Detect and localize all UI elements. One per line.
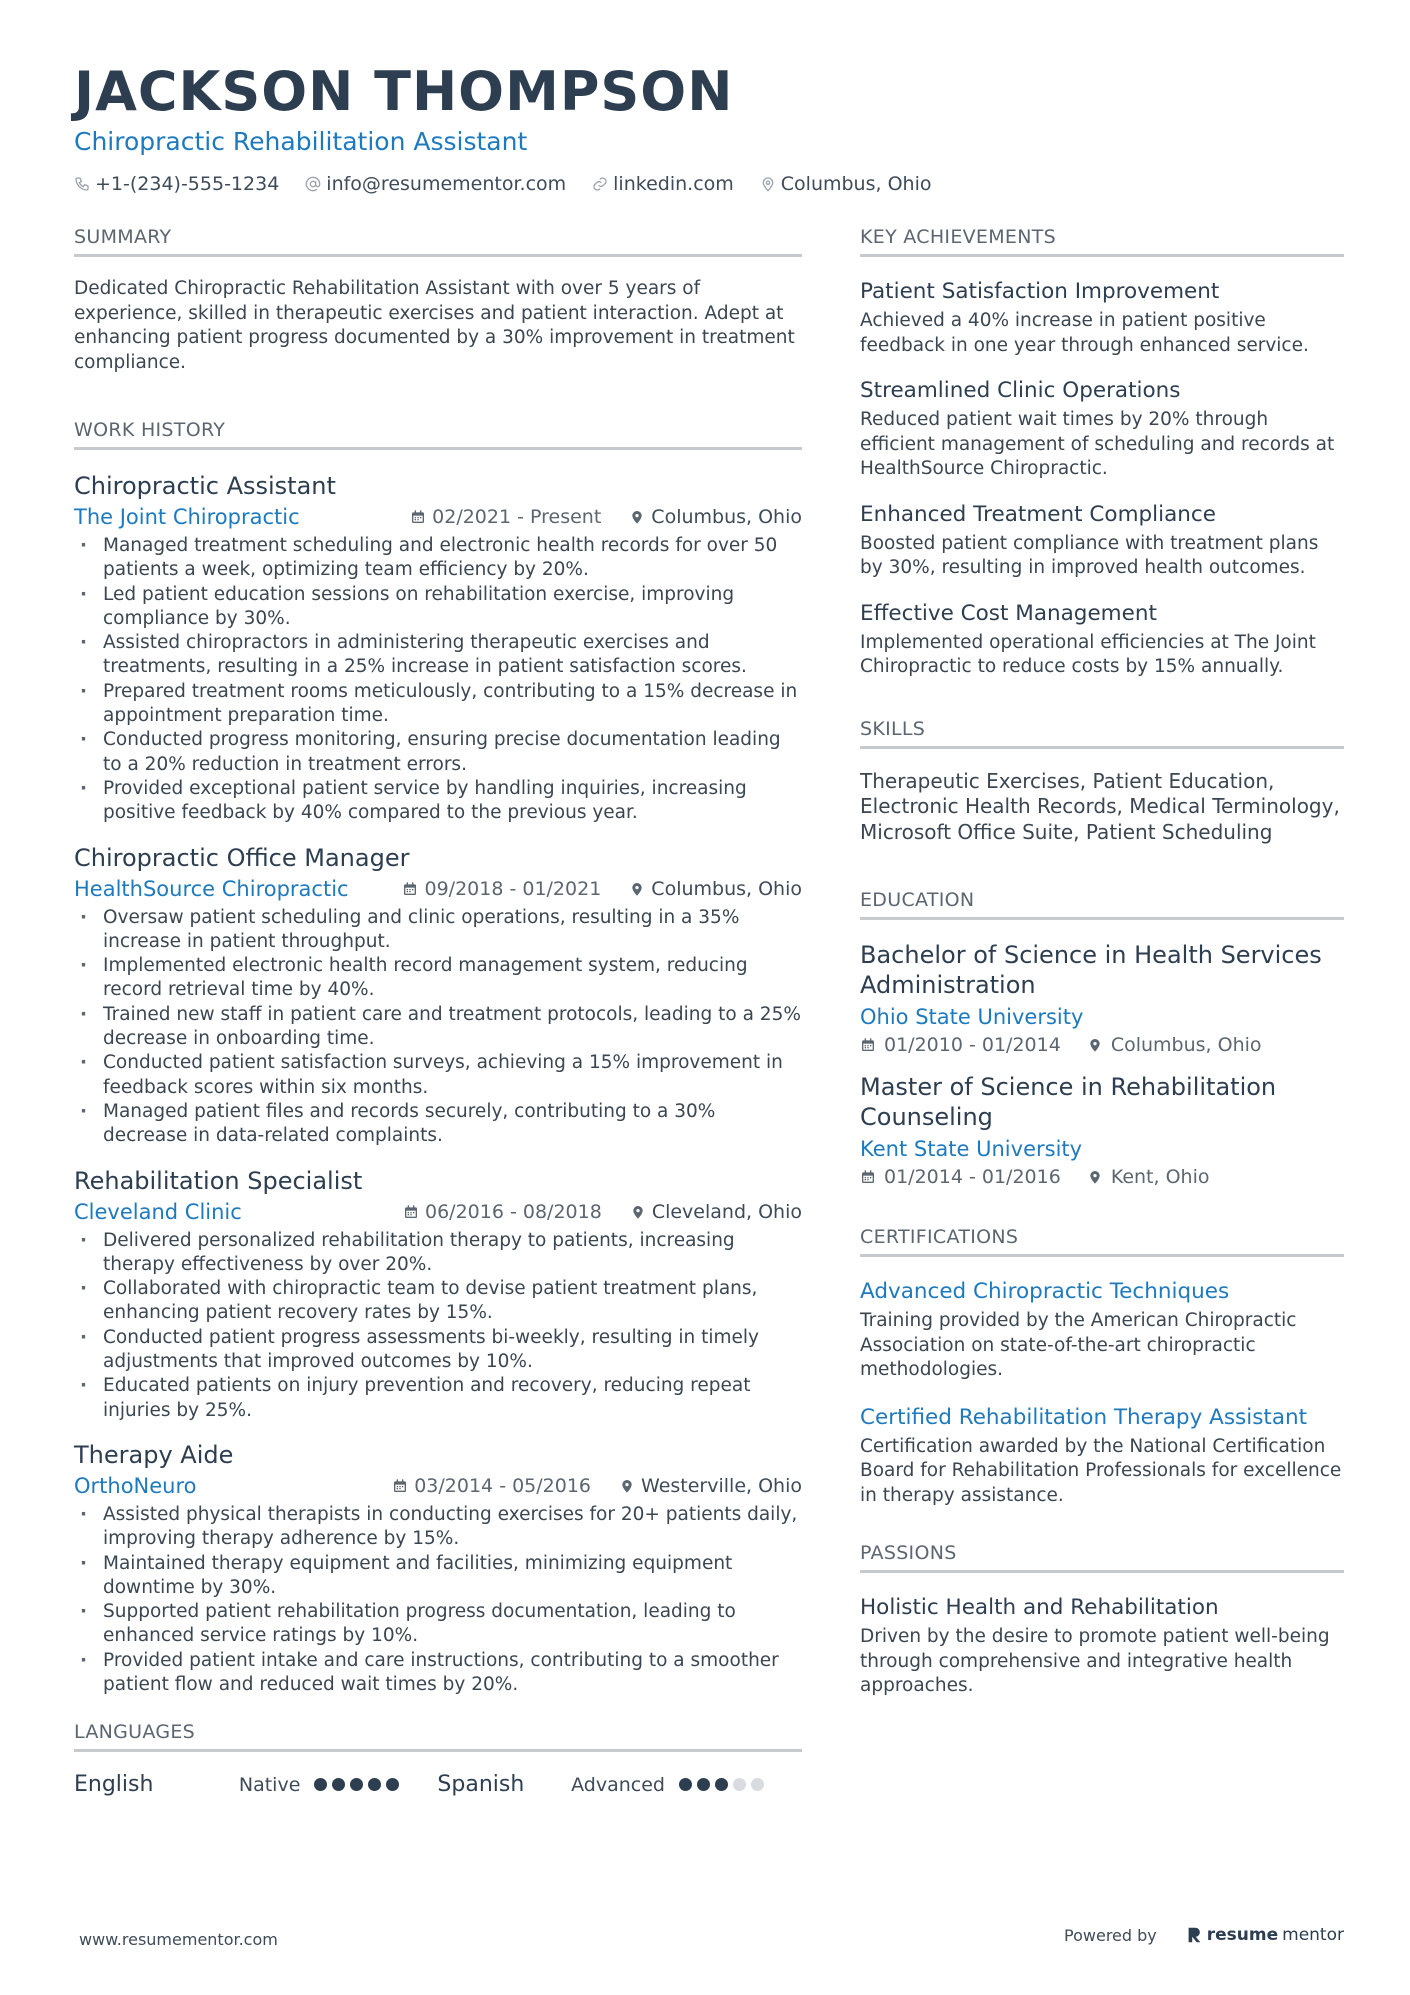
- job-info-line: [74, 1197, 802, 1227]
- education-location-text: Kent, Ohio: [1110, 1166, 1210, 1188]
- job-entry: [74, 842, 802, 1149]
- job-info-line: [74, 1471, 802, 1501]
- calendar-icon: [860, 1169, 876, 1185]
- language-name: Spanish: [437, 1772, 525, 1798]
- location-pin-icon: [619, 1478, 635, 1494]
- email-text: info@resumementor.com: [326, 173, 567, 195]
- phone-icon: [74, 176, 90, 192]
- location-pin-icon: [1087, 1037, 1103, 1053]
- job-bullets: [74, 534, 802, 826]
- job-dates-text: 09/2018 - 01/2021: [424, 877, 602, 900]
- job-bullets: [74, 1503, 802, 1697]
- education-degree: Master of Science in Rehabilitation Counseling: [860, 1073, 1277, 1131]
- language-level: Native: [238, 1773, 301, 1796]
- proficiency-dot: [733, 1778, 746, 1791]
- brand-name-bold: resume: [1206, 1925, 1279, 1945]
- job-bullet: · Supported patient rehabilitation progress documentation, leading to enhanced service ratings by 10%.: [74, 1600, 802, 1649]
- left-column: [74, 226, 802, 1797]
- proficiency-dot: [350, 1778, 363, 1791]
- job-dates: [402, 874, 601, 904]
- education-location-text: Columbus, Ohio: [1110, 1034, 1262, 1056]
- education-dates-text: 01/2014 - 01/2016: [884, 1166, 1061, 1188]
- job-company: HealthSource Chiropractic: [74, 876, 349, 901]
- job-bullet: · Implemented electronic health record management system, reducing record retrieval time by 40%.: [74, 954, 802, 1003]
- job-dates-text: 03/2014 - 05/2016: [414, 1474, 592, 1497]
- proficiency-dot: [368, 1778, 381, 1791]
- job-location-text: Cleveland, Ohio: [651, 1200, 802, 1223]
- passion-title: Holistic Health and Rehabilitation: [860, 1595, 1219, 1620]
- certification-item: [860, 1277, 1344, 1383]
- job-bullet: · Conducted patient satisfaction surveys, achieving a 15% improvement in feedback scores within six months.: [74, 1051, 802, 1100]
- candidate-title: Chiropractic Rehabilitation Assistant: [74, 127, 528, 156]
- job-bullet: · Delivered personalized rehabilitation therapy to patients, increasing therapy effectiveness by over 20%.: [74, 1229, 802, 1278]
- job-bullet: · Assisted chiropractors in administering therapeutic exercises and treatments, resulting in a 25% increase in patient satisfaction scores.: [74, 631, 802, 680]
- footer-branding: [1064, 1925, 1344, 1945]
- passions-list: [860, 1593, 1344, 1699]
- job-bullet: · Prepared treatment rooms meticulously, contributing to a 15% decrease in appointment preparation time.: [74, 680, 802, 729]
- languages-list: [74, 1772, 802, 1797]
- candidate-name: JACKSON THOMPSON: [74, 60, 734, 123]
- calendar-icon: [860, 1037, 876, 1053]
- language-rating: [679, 1778, 764, 1791]
- link-icon: [592, 176, 608, 192]
- education-school: Kent State University: [860, 1137, 1083, 1161]
- achievement-desc: Achieved a 40% increase in patient positive feedback in one year through enhanced service.: [860, 310, 1309, 356]
- passion-desc: Driven by the desire to promote patient well-being through comprehensive and integrative health approaches.: [860, 1626, 1330, 1696]
- passion-item: [860, 1593, 1344, 1699]
- job-bullet: · Managed patient files and records securely, contributing to a 30% decrease in data-related complaints.: [74, 1100, 802, 1149]
- job-bullet: · Provided exceptional patient service by handling inquiries, increasing positive feedback by 40% compared to the previous year.: [74, 777, 802, 826]
- phone-text: +1-(234)-555-1234: [95, 173, 280, 195]
- job-bullet: · Educated patients on injury prevention and recovery, reducing repeat injuries by 25%.: [74, 1374, 802, 1423]
- job-bullet: · Led patient education sessions on rehabilitation exercise, improving compliance by 30%.: [74, 583, 802, 632]
- job-title: Rehabilitation Specialist: [74, 1166, 363, 1195]
- work-history-heading: WORK HISTORY: [74, 419, 802, 450]
- proficiency-dot: [314, 1778, 327, 1791]
- job-dates: [403, 1197, 602, 1227]
- education-heading: EDUCATION: [860, 889, 1344, 920]
- job-location: [629, 502, 802, 532]
- certification-desc: Certification awarded by the National Certification Board for Rehabilitation Professionals for excellence in therapy assistance.: [860, 1435, 1342, 1506]
- certification-title: Advanced Chiropractic Techniques: [860, 1279, 1230, 1304]
- certifications-list: [860, 1277, 1344, 1508]
- location-pin-icon: [760, 176, 776, 192]
- job-bullet: · Assisted physical therapists in conducting exercises for 20+ patients daily, improving therapy adherence by 15%.: [74, 1503, 802, 1552]
- job-bullet: · Conducted progress monitoring, ensuring precise documentation leading to a 20% reduction in treatment errors.: [74, 728, 802, 777]
- skills-text: Therapeutic Exercises, Patient Education, Electronic Health Records, Medical Terminology, Microsoft Office Suite, Patient Scheduling: [860, 768, 1340, 844]
- education-dates: [860, 1166, 1061, 1188]
- proficiency-dot: [751, 1778, 764, 1791]
- job-entry: [74, 1439, 802, 1697]
- achievements-heading: KEY ACHIEVEMENTS: [860, 226, 1344, 257]
- education-item: [860, 1072, 1344, 1188]
- education-location: [1087, 1166, 1210, 1188]
- location-text: Columbus, Ohio: [780, 173, 932, 195]
- achievement-desc: Boosted patient compliance with treatment plans by 30%, resulting in improved health outcomes.: [860, 532, 1319, 578]
- job-bullets: [74, 906, 802, 1149]
- education-dates: [860, 1034, 1061, 1056]
- brand-mark-icon: [1185, 1926, 1203, 1944]
- proficiency-dot: [386, 1778, 399, 1791]
- achievement-title: Streamlined Clinic Operations: [860, 378, 1181, 403]
- job-location: [629, 874, 802, 904]
- certification-desc: Training provided by the American Chiropractic Association on state-of-the-art chiropractic methodologies.: [860, 1310, 1297, 1380]
- job-title: Chiropractic Office Manager: [74, 843, 410, 872]
- location-pin-icon: [629, 881, 645, 897]
- location-pin-icon: [1087, 1169, 1103, 1185]
- job-bullet: · Oversaw patient scheduling and clinic operations, resulting in a 35% increase in patient throughput.: [74, 906, 802, 955]
- job-location-text: Westerville, Ohio: [641, 1474, 802, 1497]
- job-dates: [410, 502, 601, 532]
- proficiency-dot: [679, 1778, 692, 1791]
- brand-logo[interactable]: [1185, 1925, 1344, 1945]
- powered-by-text: Powered by: [1064, 1925, 1157, 1945]
- job-location: [619, 1471, 802, 1501]
- passions-heading: PASSIONS: [860, 1542, 1344, 1573]
- linkedin-text: linkedin.com: [613, 173, 734, 195]
- achievement-desc: Implemented operational efficiencies at The Joint Chiropractic to reduce costs by 15% annually.: [860, 631, 1316, 677]
- languages-heading: LANGUAGES: [74, 1721, 802, 1752]
- location-pin-icon: [629, 509, 645, 525]
- right-column: [860, 226, 1344, 1717]
- education-dates-text: 01/2010 - 01/2014: [884, 1034, 1061, 1056]
- achievement-desc: Reduced patient wait times by 20% through efficient management of scheduling and records at HealthSource Chiropractic.: [860, 409, 1335, 479]
- education-location: [1087, 1034, 1262, 1056]
- achievement-item: [860, 599, 1344, 680]
- contact-email[interactable]: [305, 173, 566, 195]
- job-entry: [74, 470, 802, 826]
- language-level: Advanced: [571, 1773, 665, 1796]
- calendar-icon: [402, 881, 418, 897]
- summary-heading: SUMMARY: [74, 226, 802, 257]
- achievement-item: [860, 500, 1344, 581]
- calendar-icon: [403, 1204, 419, 1220]
- job-company: OrthoNeuro: [74, 1473, 197, 1498]
- education-meta: [860, 1166, 1344, 1188]
- summary-text: Dedicated Chiropractic Rehabilitation Assistant with over 5 years of experience, skilled in therapeutic exercises and patient interaction. Adept at enhancing patient progress documented by a 30% improvement in treatment compliance.: [74, 278, 795, 373]
- education-item: [860, 940, 1344, 1056]
- job-location-text: Columbus, Ohio: [651, 877, 802, 900]
- achievement-title: Effective Cost Management: [860, 600, 1157, 626]
- location-pin-icon: [630, 1204, 646, 1220]
- language-rating: [314, 1778, 399, 1791]
- achievement-title: Patient Satisfaction Improvement: [860, 279, 1220, 304]
- job-location-text: Columbus, Ohio: [651, 506, 802, 528]
- proficiency-dot: [332, 1778, 345, 1791]
- calendar-icon: [410, 509, 426, 525]
- job-dates: [392, 1471, 591, 1501]
- certifications-heading: CERTIFICATIONS: [860, 1226, 1344, 1257]
- job-title: Therapy Aide: [74, 1440, 234, 1469]
- work-history-list: [74, 470, 802, 1697]
- contact-location: [760, 173, 932, 195]
- achievement-item: [860, 277, 1344, 358]
- achievement-title: Enhanced Treatment Compliance: [860, 501, 1216, 527]
- calendar-icon: [392, 1478, 408, 1494]
- job-info-line: [74, 502, 802, 532]
- job-bullets: [74, 1229, 802, 1423]
- certification-title: Certified Rehabilitation Therapy Assistant: [860, 1404, 1308, 1430]
- skills-heading: SKILLS: [860, 718, 1344, 749]
- job-bullet: · Trained new staff in patient care and treatment protocols, leading to a 25% decrease in onboarding time.: [74, 1003, 802, 1052]
- contact-linkedin[interactable]: [592, 173, 734, 195]
- certification-item: [860, 1403, 1344, 1509]
- proficiency-dot: [715, 1778, 728, 1791]
- job-title: Chiropractic Assistant: [74, 472, 336, 500]
- brand-name-rest: mentor: [1282, 1925, 1344, 1945]
- education-list: [860, 940, 1344, 1188]
- at-icon: [305, 176, 321, 192]
- contact-phone[interactable]: [74, 173, 279, 195]
- job-bullet: · Managed treatment scheduling and electronic health records for over 50 patients a week, optimizing team efficiency by 20%.: [74, 534, 802, 583]
- language-name: English: [74, 1772, 154, 1798]
- job-bullet: · Collaborated with chiropractic team to devise patient treatment plans, enhancing patient recovery rates by 15%.: [74, 1277, 802, 1326]
- job-bullet: · Conducted patient progress assessments bi-weekly, resulting in timely adjustments that improved outcomes by 10%.: [74, 1326, 802, 1375]
- job-entry: [74, 1165, 802, 1423]
- achievement-item: [860, 376, 1344, 482]
- job-company: Cleveland Clinic: [74, 1199, 242, 1224]
- job-dates-text: 06/2016 - 08/2018: [425, 1200, 602, 1223]
- education-degree: Bachelor of Science in Health Services Administration: [860, 941, 1322, 999]
- education-meta: [860, 1034, 1344, 1056]
- job-location: [630, 1197, 802, 1227]
- job-company: The Joint Chiropractic: [74, 505, 300, 529]
- contact-bar: [74, 173, 1344, 195]
- resume-header: [74, 58, 1344, 195]
- education-school: Ohio State University: [860, 1005, 1084, 1029]
- footer-website[interactable]: www.resumementor.com: [79, 1930, 278, 1949]
- job-bullet: · Maintained therapy equipment and facilities, minimizing equipment downtime by 30%.: [74, 1552, 802, 1601]
- job-dates-text: 02/2021 - Present: [432, 506, 602, 528]
- job-bullet: · Provided patient intake and care instructions, contributing to a smoother patient flow and reduced wait times by 20%.: [74, 1649, 802, 1698]
- job-info-line: [74, 874, 802, 904]
- proficiency-dot: [697, 1778, 710, 1791]
- achievements-list: [860, 277, 1344, 680]
